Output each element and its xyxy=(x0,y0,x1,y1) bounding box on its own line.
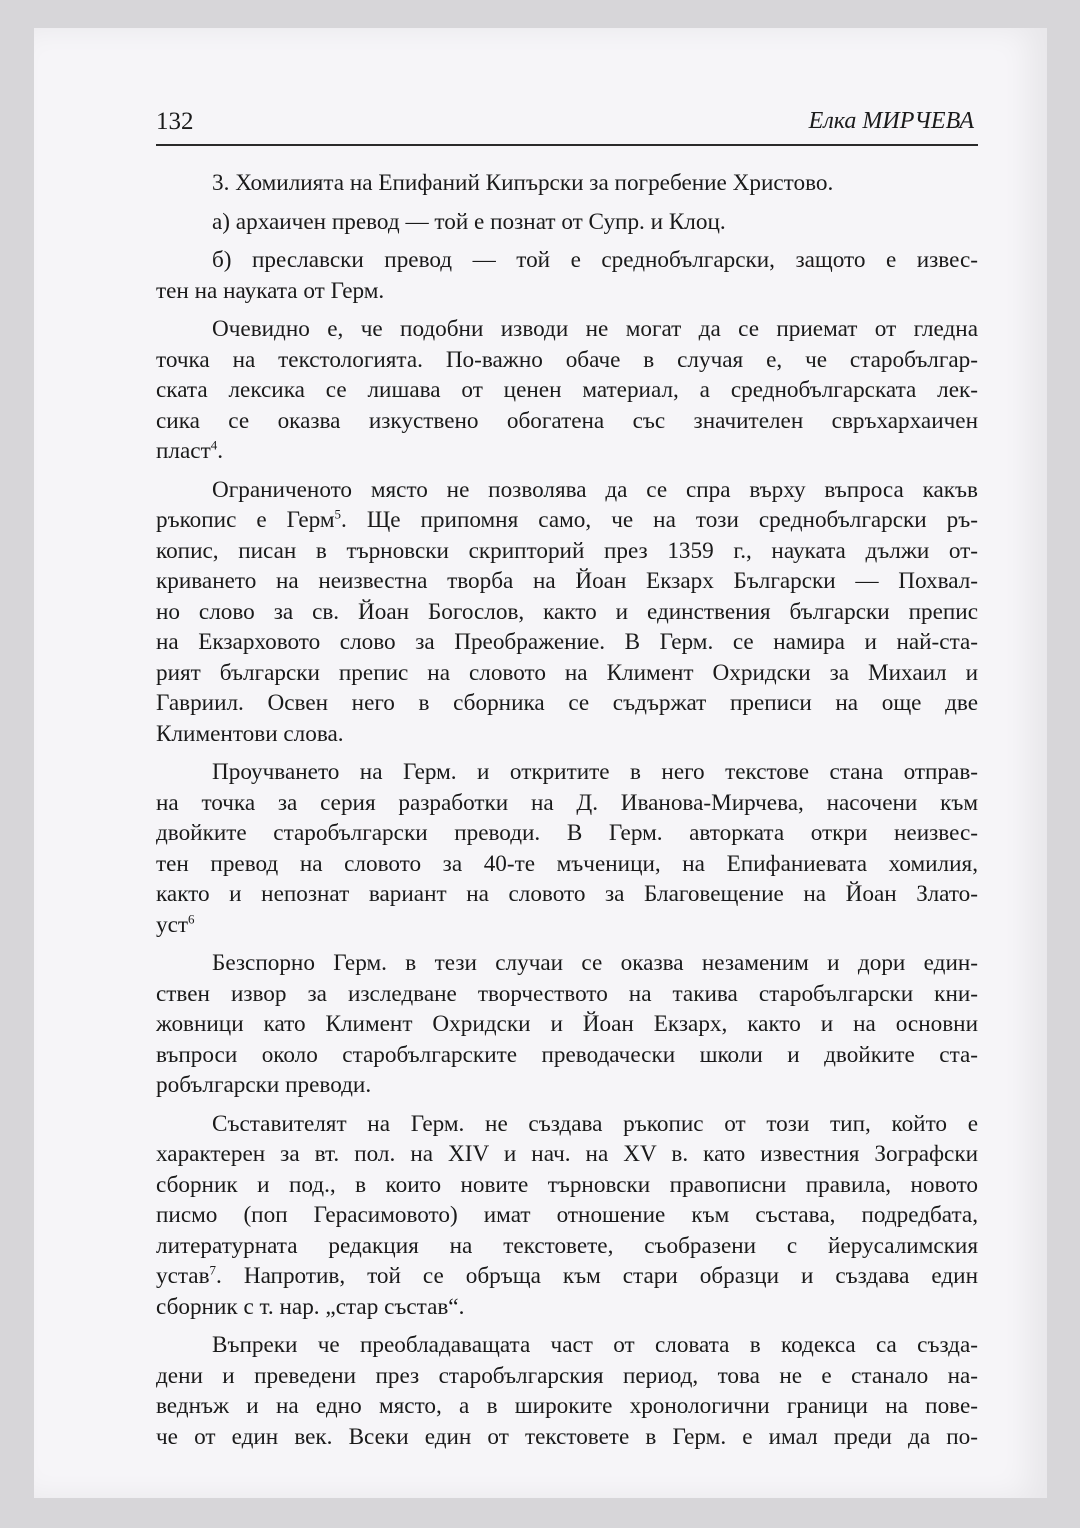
paragraph xyxy=(156,168,978,199)
text-line xyxy=(156,566,978,597)
text-line xyxy=(156,505,978,536)
text-line xyxy=(156,245,978,276)
text-line xyxy=(156,658,978,689)
text-line xyxy=(156,1422,978,1453)
line-text-continuation: . Напротив, той се обръща към стари образци и създава един xyxy=(216,1263,978,1289)
text-line xyxy=(156,879,978,910)
paragraph xyxy=(156,475,978,750)
line-text: тен на науката от Герм. xyxy=(156,277,385,304)
line-text: ствен извор за изследване творчеството на такива старобългарски кни- xyxy=(156,980,978,1007)
text-line xyxy=(156,314,978,345)
text-line xyxy=(156,910,978,941)
text-line xyxy=(156,1261,978,1292)
text-line xyxy=(156,536,978,567)
line-text: точка на текстологията. По-важно обаче в случая е, че старобългар- xyxy=(156,346,978,373)
text-line xyxy=(156,849,978,880)
footnote-marker: 4 xyxy=(210,437,218,453)
text-line xyxy=(156,345,978,376)
paragraph xyxy=(156,314,978,467)
page-number: 132 xyxy=(156,108,194,135)
line-text: Безспорно Герм. в тези случаи се оказва незаменим и дори един- xyxy=(212,950,978,976)
paragraph xyxy=(156,245,978,306)
line-text: а) архаичен превод — той е познат от Супр. и Клоц. xyxy=(212,208,726,235)
line-text: Гавриил. Освен него в сборника се съдържат преписи на още две xyxy=(156,690,978,716)
text-line xyxy=(156,1231,978,1262)
line-text: устав xyxy=(156,1263,210,1289)
text-line xyxy=(156,276,978,307)
body-text xyxy=(156,168,978,1460)
line-text-continuation: . Ще припомня само, че на този среднобългарски ръ- xyxy=(341,507,978,533)
line-text-continuation: . xyxy=(217,438,223,464)
text-line xyxy=(156,436,978,467)
line-text: сика се оказва изкуствено обогатена със значителен свръхархаичен xyxy=(156,407,978,434)
text-line xyxy=(156,1330,978,1361)
line-text: литературната редакция на текстовете, съобразени с йерусалимския xyxy=(156,1232,978,1259)
line-text: криването на неизвестна творба на Йоан Екзарх Български — Похвал- xyxy=(156,568,978,594)
text-line xyxy=(156,1070,978,1101)
line-text: въпроси около старобългарските преводачески школи и двойките ста- xyxy=(156,1041,978,1068)
text-line xyxy=(156,1361,978,1392)
text-line xyxy=(156,475,978,506)
line-text: на точка за серия разработки на Д. Иванова-Мирчева, насочени към xyxy=(156,789,978,816)
text-line xyxy=(156,818,978,849)
text-line xyxy=(156,1200,978,1231)
line-text: Проучването на Герм. и откритите в него текстове стана отправ- xyxy=(212,759,978,785)
paragraph xyxy=(156,948,978,1101)
line-text: рият български препис на словото на Климент Охридски за Михаил и xyxy=(156,659,978,686)
paragraph xyxy=(156,757,978,940)
paragraph xyxy=(156,207,978,238)
line-text: пласт xyxy=(156,438,211,464)
text-line xyxy=(156,207,978,238)
text-line xyxy=(156,1391,978,1422)
line-text: както и непознат вариант на словото за Благовещение на Йоан Злато- xyxy=(156,881,978,907)
line-text: двойките старобългарски преводи. В Герм. авторката откри неизвес- xyxy=(156,820,978,846)
line-text: ръкопис е Герм xyxy=(156,507,335,533)
running-header xyxy=(156,108,978,146)
paragraph xyxy=(156,1330,978,1452)
line-text: на Екзарховото слово за Преображение. В Герм. се намира и най-ста- xyxy=(156,629,978,655)
text-line xyxy=(156,597,978,628)
line-text: че от един век. Всеки един от текстовете в Герм. е имал преди да по- xyxy=(156,1423,978,1450)
text-line xyxy=(156,627,978,658)
line-text: но слово за св. Йоан Богослов, както и единствения български препис xyxy=(156,598,978,625)
line-text: веднъж и на едно място, а в широките хронологични граници на пове- xyxy=(156,1393,978,1419)
line-text: Съставителят на Герм. не създава ръкопис от този тип, който е xyxy=(212,1110,978,1137)
footnote-marker: 5 xyxy=(334,506,342,522)
line-text: б) преславски превод — той е среднобългарски, защото е извес- xyxy=(212,247,978,273)
line-text: 3. Хомилията на Епифаний Кипърски за погребение Христово. xyxy=(212,170,834,196)
line-text: сборник и под., в които новите търновски правописни правила, новото xyxy=(156,1171,978,1198)
line-text: писмо (поп Герасимовото) имат отношение към състава, подредбата, xyxy=(156,1202,978,1228)
text-line xyxy=(156,168,978,199)
text-line xyxy=(156,1170,978,1201)
line-text: Климентови слова. xyxy=(156,720,344,747)
line-text: Ограниченото място не позволява да се спра върху въпроса какъв xyxy=(212,476,978,503)
line-text: жовници като Климент Охридски и Йоан Екзарх, както и на основни xyxy=(156,1011,978,1037)
text-line xyxy=(156,757,978,788)
text-line xyxy=(156,1009,978,1040)
text-line xyxy=(156,1109,978,1140)
line-text: робългарски преводи. xyxy=(156,1072,372,1098)
running-head-author: Елка МИРЧЕВА xyxy=(808,108,974,134)
footnote-marker: 7 xyxy=(209,1262,217,1278)
line-text: дени и преведени през старобългарския период, това не е станало на- xyxy=(156,1362,978,1389)
paragraph xyxy=(156,1109,978,1323)
text-line xyxy=(156,688,978,719)
text-line xyxy=(156,1040,978,1071)
line-text: ската лексика се лишава от ценен материал, а среднобългарската лек- xyxy=(156,377,978,403)
line-text: Въпреки че преобладаващата част от словата в кодекса са създа- xyxy=(212,1332,978,1358)
line-text: уст xyxy=(156,911,189,938)
text-line xyxy=(156,979,978,1010)
text-line xyxy=(156,948,978,979)
text-line xyxy=(156,406,978,437)
text-line xyxy=(156,788,978,819)
line-text: копис, писан в търновски скрипторий през 1359 г., науката дължи от- xyxy=(156,537,978,564)
line-text: характерен за вт. пол. на XIV и нач. на XV в. като известния Зографски xyxy=(156,1141,978,1167)
text-line xyxy=(156,375,978,406)
text-line xyxy=(156,1292,978,1323)
text-line xyxy=(156,719,978,750)
line-text: тен превод на словото за 40-те мъченици, на Епифаниевата хомилия, xyxy=(156,850,978,877)
text-line xyxy=(156,1139,978,1170)
line-text: сборник с т. нар. „стар състав“. xyxy=(156,1293,465,1320)
footnote-marker: 6 xyxy=(188,910,195,926)
line-text: Очевидно е, че подобни изводи не могат да се приемат от гледна xyxy=(212,316,978,342)
